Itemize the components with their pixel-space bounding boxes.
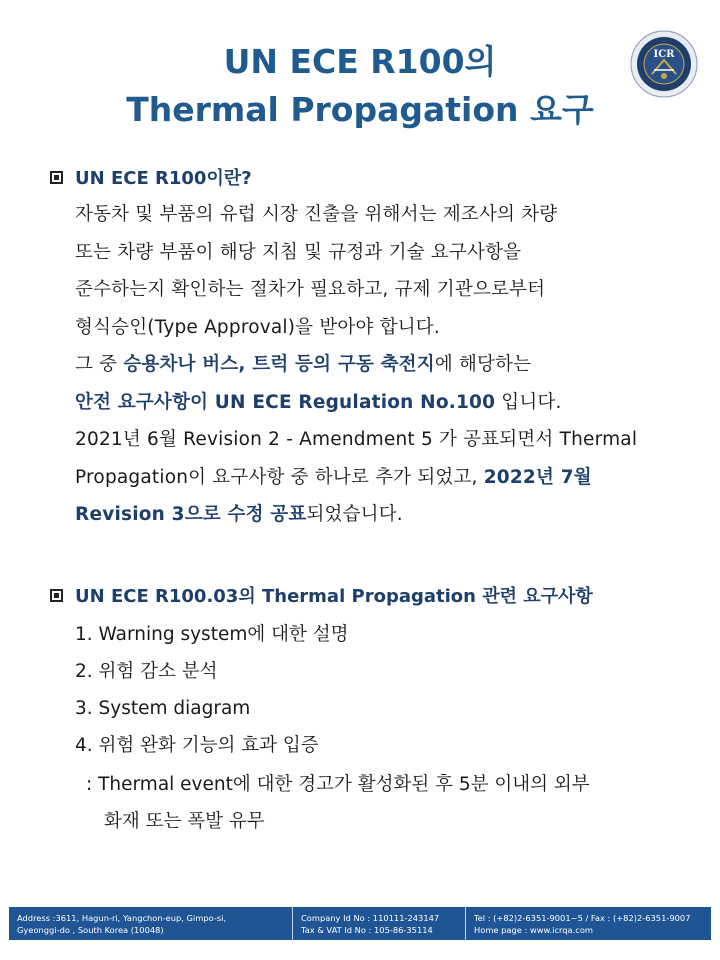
note-line: 화재 또는 폭발 유무 xyxy=(104,811,265,832)
body-line: 안전 요구사항이 UN ECE Regulation No.100 입니다. xyxy=(75,391,562,413)
body-line: 그 중 승용차나 버스, 트럭 등의 구동 축전지에 해당하는 xyxy=(75,354,532,375)
page-title-line2: Thermal Propagation 요구 xyxy=(126,90,594,129)
highlight-text: 2022년 7월 xyxy=(483,466,592,488)
footer-bar xyxy=(9,907,711,940)
section-heading-text: UN ECE R100이란? xyxy=(75,168,252,189)
list-item: 1. Warning system에 대한 설명 xyxy=(75,624,349,645)
footer-address: Address :3611, Hagun-ri, Yangchon-eup, Gimpo-si, Gyeonggi-do , South Korea (10048) xyxy=(17,913,227,935)
body-line: 또는 차량 부품이 해당 지침 및 규정과 기술 요구사항을 xyxy=(75,241,522,263)
section-heading-r100 xyxy=(50,164,252,190)
list-item: 4. 위험 완화 기능의 효과 입증 xyxy=(75,735,319,756)
section-heading-requirements xyxy=(50,582,593,608)
icr-logo xyxy=(630,30,698,98)
highlight-text: Revision 3으로 수정 공표 xyxy=(75,504,307,525)
requirements-list xyxy=(75,616,348,764)
list-item: 3. System diagram xyxy=(75,698,251,719)
page-title-line1: UN ECE R100의 xyxy=(223,42,497,81)
homepage-link[interactable]: Home page : www.icrqa.com xyxy=(474,925,594,935)
body-line: Propagation이 요구사항 중 하나로 추가 되었고, 2022년 7월 xyxy=(75,466,592,488)
footer-contact: Tel : (+82)2-6351-9001~5 / Fax : (+82)2-6351-9007 Home page : www.icrqa.com xyxy=(465,907,711,940)
body-line: Revision 3으로 수정 공표되었습니다. xyxy=(75,504,403,525)
logo-text: ICR xyxy=(653,49,675,60)
highlight-text: 안전 요구사항이 UN ECE Regulation No.100 xyxy=(75,391,496,413)
body-line: 형식승인(Type Approval)을 받아야 합니다. xyxy=(75,316,440,338)
square-bullet-icon xyxy=(50,171,63,184)
section-heading-text: UN ECE R100.03의 Thermal Propagation 관련 요구사항 xyxy=(75,586,593,607)
footer-company-ids: Company Id No : 110111-243147 Tax & VAT Id No : 105-86-35114 xyxy=(292,907,465,940)
body-line: 준수하는지 확인하는 절차가 필요하고, 규제 기관으로부터 xyxy=(75,279,546,300)
list-item: 2. 위험 감소 분석 xyxy=(75,661,218,682)
requirement-note xyxy=(86,766,686,840)
highlight-text: 승용차나 버스, 트럭 등의 구동 축전지 xyxy=(123,354,435,375)
body-line: 2021년 6월 Revision 2 - Amendment 5 가 공표되면서 Thermal xyxy=(75,429,638,450)
section1-body xyxy=(75,196,695,534)
square-bullet-icon xyxy=(50,589,63,602)
body-line: 자동차 및 부품의 유럽 시장 진출을 위해서는 제조사의 차량 xyxy=(75,204,558,225)
note-line: : Thermal event에 대한 경고가 활성화된 후 5분 이내의 외부 xyxy=(86,774,590,795)
